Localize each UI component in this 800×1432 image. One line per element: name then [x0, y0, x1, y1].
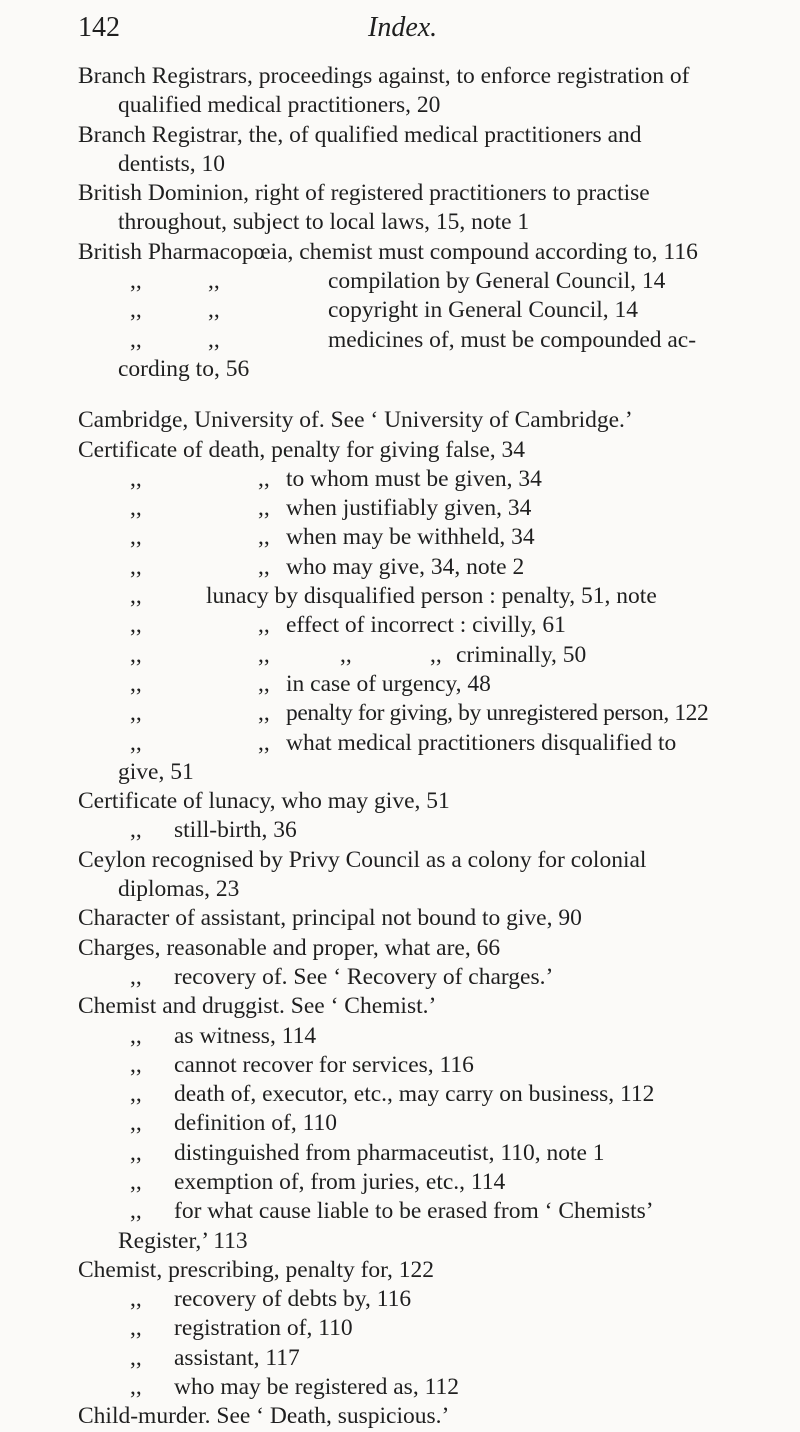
index-subentry: ,, ,, copyright in General Council, 14 [78, 296, 738, 325]
ditto-mark: ,, [258, 700, 270, 727]
index-subentry: ,, exemption of, from juries, etc., 114 [78, 1168, 738, 1197]
ditto-mark: ,, [130, 495, 142, 522]
index-subentry: ,, assistant, 117 [78, 1344, 738, 1373]
index-subentry: ,, ,, who may give, 34, note 2 [78, 553, 738, 582]
index-entry: British Pharmacopœia, chemist must compound according to, 116 [78, 238, 698, 265]
index-entry: Charges, reasonable and proper, what are, 66 [78, 934, 501, 961]
index-subentry: ,, lunacy by disqualified person : penalty, 51, note [78, 582, 738, 611]
index-entry: Certificate of lunacy, who may give, 51 [78, 788, 450, 815]
ditto-mark: ,, [130, 465, 142, 492]
index-subentry: ,, cannot recover for services, 116 [78, 1051, 738, 1080]
index-subentry: ,, registration of, 110 [78, 1314, 738, 1343]
index-entry-continuation: dentists, 10 [118, 150, 226, 177]
ditto-mark: ,, [130, 1081, 142, 1108]
index-subentry: ,, still-birth, 36 [78, 816, 738, 845]
ditto-mark: ,, [130, 612, 142, 639]
index-subentry: ,, ,, penalty for giving, by unregistered person, 122 [78, 699, 738, 728]
ditto-mark: ,, [130, 297, 142, 324]
ditto-mark: ,, [130, 963, 142, 990]
index-subentry: ,, ,, when justifiably given, 34 [78, 494, 738, 523]
ditto-mark: ,, [130, 1051, 142, 1078]
ditto-mark: ,, [130, 1315, 142, 1342]
ditto-mark: ,, [130, 700, 142, 727]
index-entry: Character of assistant, principal not bound to give, 90 [78, 905, 582, 932]
index-subentry: ,, recovery of. See ‘ Recovery of charges.’ [78, 963, 738, 992]
ditto-mark: ,, [130, 1139, 142, 1166]
index-subentry: ,, as witness, 114 [78, 1022, 738, 1051]
index-entry-continuation: diplomas, 23 [118, 876, 240, 903]
index-entry-continuation: throughout, subject to local laws, 15, note 1 [118, 209, 530, 236]
index-subentry: ,, ,, what medical practitioners disqualified to [78, 729, 738, 758]
ditto-mark: ,, [130, 1344, 142, 1371]
ditto-mark: ,, [430, 641, 442, 668]
index-entry-continuation: cording to, 56 [118, 355, 250, 382]
ditto-mark: ,, [130, 1374, 142, 1401]
index-entry: Certificate of death, penalty for giving false, 34 [78, 436, 525, 463]
ditto-mark: ,, [258, 465, 270, 492]
ditto-mark: ,, [130, 1022, 142, 1049]
ditto-mark: ,, [130, 326, 142, 353]
ditto-mark: ,, [130, 524, 142, 551]
index-body [78, 62, 738, 1432]
index-entry: Cambridge, University of. See ‘ University of Cambridge.’ [78, 407, 633, 434]
ditto-mark: ,, [130, 670, 142, 697]
ditto-mark: ,, [130, 553, 142, 580]
index-subentry: ,, definition of, 110 [78, 1109, 738, 1138]
index-subentry: ,, who may be registered as, 112 [78, 1373, 738, 1402]
ditto-mark: ,, [130, 583, 142, 610]
index-entry: Chemist, prescribing, penalty for, 122 [78, 1256, 435, 1283]
ditto-mark: ,, [130, 1168, 142, 1195]
index-entry: Branch Registrar, the, of qualified medical practitioners and [78, 121, 642, 148]
index-subentry: ,, ,, compilation by General Council, 14 [78, 267, 738, 296]
ditto-mark: ,, [130, 817, 142, 844]
index-subentry: ,, ,, medicines of, must be compounded ac- [78, 326, 738, 355]
ditto-mark: ,, [258, 495, 270, 522]
index-entry: Chemist and druggist. See ‘ Chemist.’ [78, 993, 437, 1020]
index-subentry: ,, distinguished from pharmaceutist, 110, note 1 [78, 1139, 738, 1168]
index-entry: Ceylon recognised by Privy Council as a colony for colonial [78, 846, 647, 873]
index-entry: British Dominion, right of registered practitioners to practise [78, 180, 650, 207]
index-subentry: ,, ,, when may be withheld, 34 [78, 523, 738, 552]
index-entry: Child-murder. See ‘ Death, suspicious.’ [78, 1403, 450, 1430]
page-number: 142 [78, 12, 120, 43]
running-title: Index. [368, 12, 438, 43]
ditto-mark: ,, [258, 524, 270, 551]
ditto-mark: ,, [258, 729, 270, 756]
ditto-mark: ,, [130, 1110, 142, 1137]
ditto-mark: ,, [208, 268, 220, 295]
index-subentry: ,, ,, in case of urgency, 48 [78, 670, 738, 699]
index-subentry: ,, recovery of debts by, 116 [78, 1285, 738, 1314]
ditto-mark: ,, [258, 553, 270, 580]
ditto-mark: ,, [258, 641, 270, 668]
ditto-mark: ,, [258, 612, 270, 639]
ditto-mark: ,, [130, 1198, 142, 1225]
index-subentry: ,, ,, effect of incorrect : civilly, 61 [78, 611, 738, 640]
index-entry-continuation: qualified medical practitioners, 20 [118, 92, 441, 119]
ditto-mark: ,, [130, 1286, 142, 1313]
ditto-mark: ,, [130, 729, 142, 756]
ditto-mark: ,, [208, 326, 220, 353]
index-subentry: ,, death of, executor, etc., may carry on business, 112 [78, 1080, 738, 1109]
index-subentry: ,, ,, ,, ,, criminally, 50 [78, 641, 738, 670]
index-subentry: ,, for what cause liable to be erased from ‘ Chemists’ [78, 1197, 738, 1226]
ditto-mark: ,, [208, 297, 220, 324]
index-entry-continuation: give, 51 [118, 758, 194, 785]
page-header [78, 12, 730, 46]
index-entry-continuation: Register,’ 113 [118, 1227, 248, 1254]
ditto-mark: ,, [130, 641, 142, 668]
ditto-mark: ,, [258, 670, 270, 697]
ditto-mark: ,, [130, 268, 142, 295]
ditto-mark: ,, [340, 641, 352, 668]
index-subentry: ,, ,, to whom must be given, 34 [78, 465, 738, 494]
index-entry: Branch Registrars, proceedings against, to enforce registration of [78, 63, 690, 89]
